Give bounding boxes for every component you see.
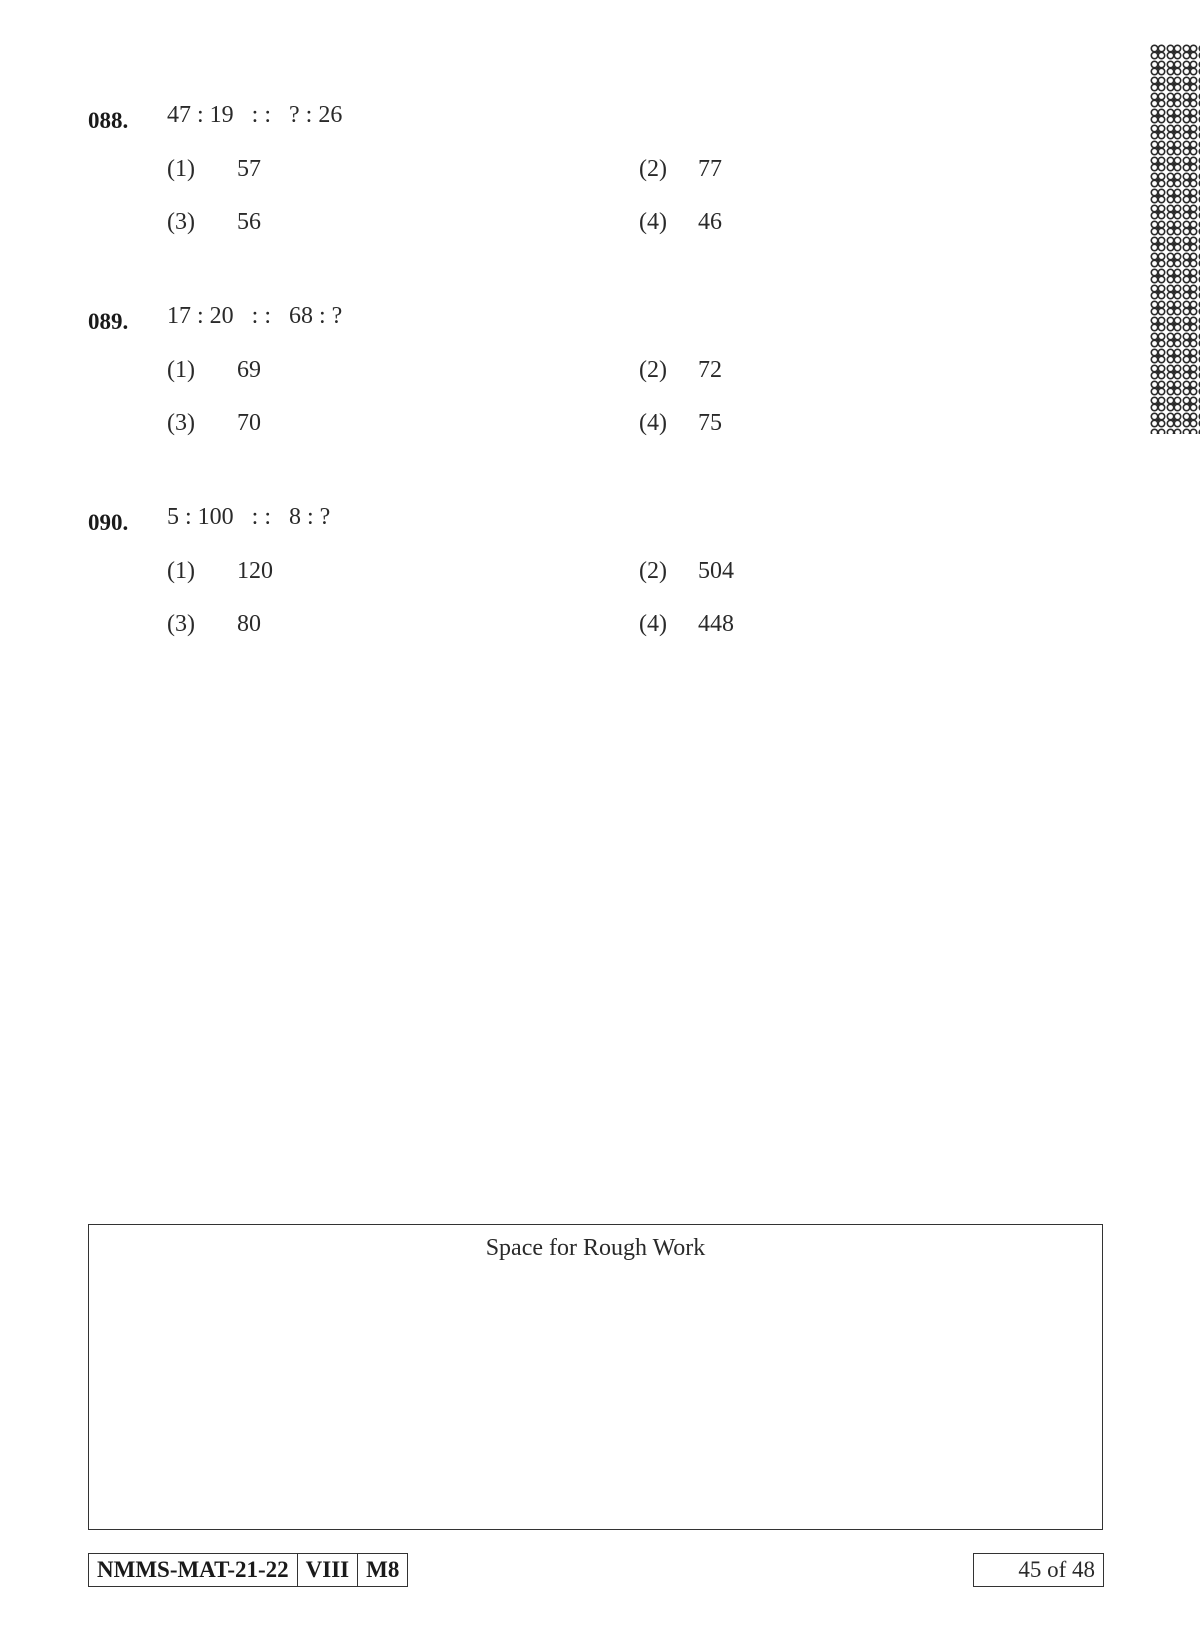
rough-work-box xyxy=(88,1224,1103,1530)
option-value: 56 xyxy=(237,209,261,235)
rough-work-title: Space for Rough Work xyxy=(485,1235,706,1261)
option-number: (3) xyxy=(167,209,195,235)
option-2[interactable] xyxy=(639,558,734,585)
option-value: 120 xyxy=(237,558,273,584)
option-value: 80 xyxy=(237,611,261,637)
question-number: 089. xyxy=(88,309,129,334)
option-value: 57 xyxy=(237,156,261,182)
option-number: (1) xyxy=(167,558,195,584)
option-number: (2) xyxy=(639,156,667,182)
question-stem: 5 : 100 : : 8 : ? xyxy=(167,504,331,530)
option-1[interactable] xyxy=(167,558,273,585)
option-value: 70 xyxy=(237,410,261,436)
option-number: (1) xyxy=(167,357,195,383)
option-number: (2) xyxy=(639,558,667,584)
page-number: 45 of 48 xyxy=(973,1553,1104,1587)
series-label: M8 xyxy=(366,1557,400,1582)
knot-pattern-icon xyxy=(1150,44,1200,434)
option-value: 75 xyxy=(698,410,722,436)
option-value: 46 xyxy=(698,209,722,235)
option-value: 69 xyxy=(237,357,261,383)
option-3[interactable] xyxy=(167,209,261,236)
option-2[interactable] xyxy=(639,357,722,384)
option-1[interactable] xyxy=(167,156,261,183)
question-number: 088. xyxy=(88,108,129,133)
option-number: (3) xyxy=(167,410,195,436)
option-value: 504 xyxy=(698,558,734,584)
option-number: (1) xyxy=(167,156,195,182)
option-value: 72 xyxy=(698,357,722,383)
option-3[interactable] xyxy=(167,410,261,437)
option-number: (4) xyxy=(639,611,667,637)
option-value: 448 xyxy=(698,611,734,637)
question-stem: 17 : 20 : : 68 : ? xyxy=(167,303,343,329)
option-4[interactable] xyxy=(639,611,734,638)
option-number: (4) xyxy=(639,410,667,436)
option-4[interactable] xyxy=(639,209,722,236)
option-3[interactable] xyxy=(167,611,261,638)
option-2[interactable] xyxy=(639,156,722,183)
option-number: (3) xyxy=(167,611,195,637)
question-number: 090. xyxy=(88,510,129,535)
class-label: VIII xyxy=(298,1554,358,1586)
exam-code-box xyxy=(88,1553,408,1587)
option-1[interactable] xyxy=(167,357,261,384)
option-number: (2) xyxy=(639,357,667,383)
exam-code: NMMS-MAT-21-22 xyxy=(89,1554,298,1586)
question-stem: 47 : 19 : : ? : 26 xyxy=(167,102,343,128)
option-value: 77 xyxy=(698,156,722,182)
option-4[interactable] xyxy=(639,410,722,437)
option-number: (4) xyxy=(639,209,667,235)
